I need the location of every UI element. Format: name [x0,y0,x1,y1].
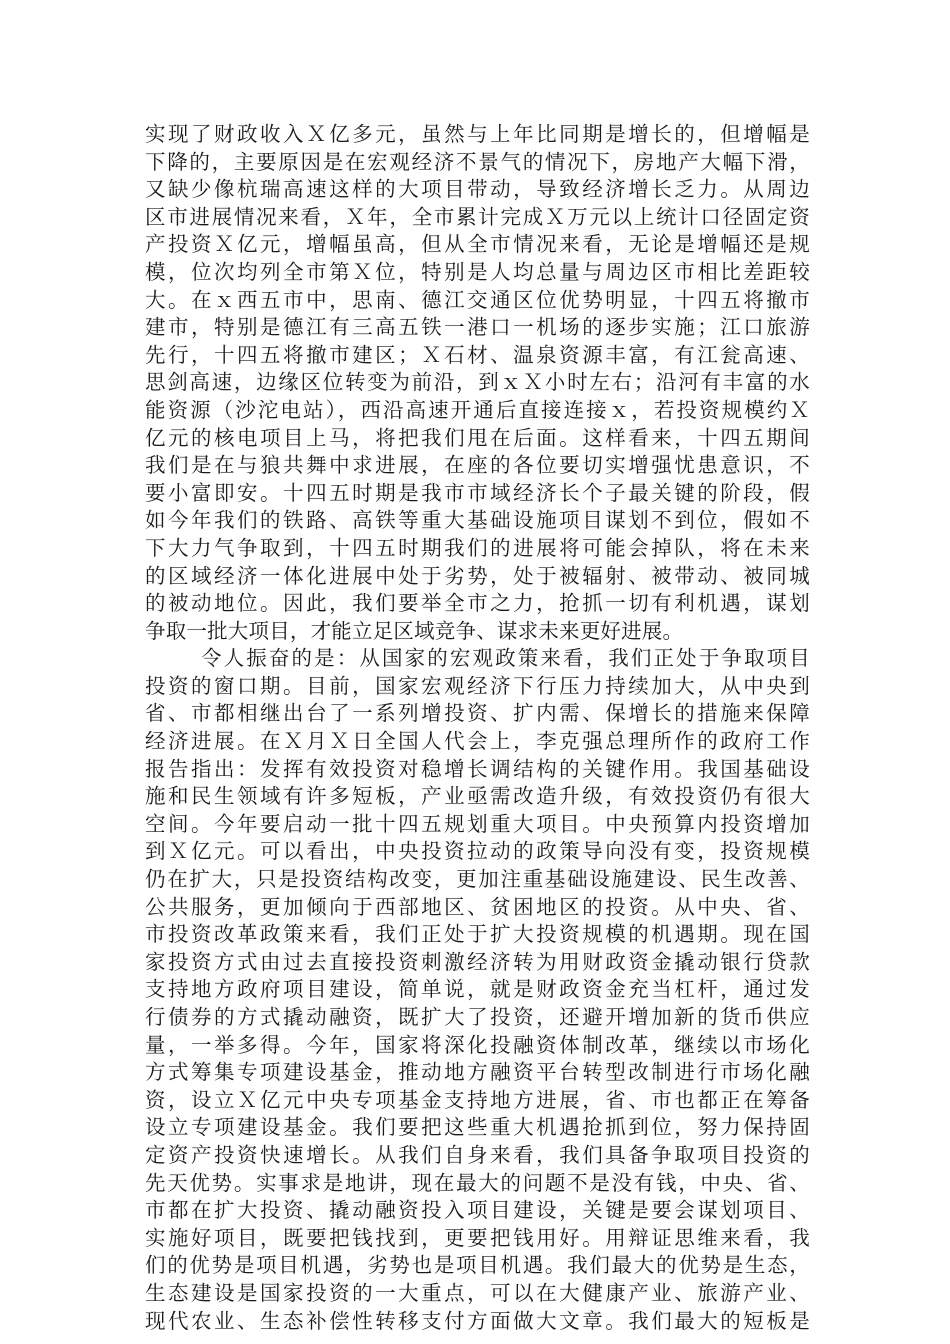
text-line: 生态建设是国家投资的一大重点，可以在大健康产业、旅游产业、 [145,1280,810,1305]
text-line: 报告指出：发挥有效投资对稳增长调结构的关键作用。我国基础设 [145,756,810,781]
document-body [145,121,810,1335]
text-line: 方式筹集专项建设基金，推动地方融资平台转型改制进行市场化融 [145,1060,810,1085]
text-line: 区市进展情况来看，Ｘ年，全市累计完成Ｘ万元以上统计口径固定资 [145,204,810,229]
paragraph [145,121,810,645]
text-line: 仍在扩大，只是投资结构改变，更加注重基础设施建设、民生改善、 [145,867,810,892]
text-line: 令人振奋的是：从国家的宏观政策来看，我们正处于争取项目 [201,646,810,671]
text-line: 市投资改革政策来看，我们正处于扩大投资规模的机遇期。现在国 [145,922,810,947]
text-line: 要小富即安。十四五时期是我市市域经济长个子最关键的阶段，假 [145,480,810,505]
text-line: 们的优势是项目机遇，劣势也是项目机遇。我们最大的优势是生态， [145,1253,810,1278]
text-line: 先天优势。实事求是地讲，现在最大的问题不是没有钱，中央、省、 [145,1170,810,1195]
text-line: 定资产投资快速增长。从我们自身来看，我们具备争取项目投资的 [145,1142,810,1167]
text-line: 空间。今年要启动一批十四五规划重大项目。中央预算内投资增加 [145,811,810,836]
text-line: 实现了财政收入Ｘ亿多元，虽然与上年比同期是增长的，但增幅是 [145,122,810,146]
text-line: 下降的，主要原因是在宏观经济不景气的情况下，房地产大幅下滑， [145,149,810,174]
text-line: 施和民生领域有许多短板，产业亟需改造升级，有效投资仍有很大 [145,784,810,809]
text-line: 现代农业、生态补偿性转移支付方面做大文章。我们最大的短板是 [145,1308,810,1333]
text-line: 产投资Ｘ亿元，增幅虽高，但从全市情况来看，无论是增幅还是规 [145,232,810,257]
text-line: 思剑高速，边缘区位转变为前沿，到ｘＸ小时左右；沿河有丰富的水 [145,370,810,395]
text-line: 支持地方政府项目建设，简单说，就是财政资金充当杠杆，通过发 [145,977,810,1002]
text-line: 能资源（沙沱电站），西沿高速开通后直接连接ｘ，若投资规模约Ｘ [145,397,810,422]
text-line: 亿元的核电项目上马，将把我们甩在后面。这样看来，十四五期间 [145,425,810,450]
text-line: 行债券的方式撬动融资，既扩大了投资，还避开增加新的货币供应 [145,1005,810,1029]
text-line: 到Ｘ亿元。可以看出，中央投资拉动的政策导向没有变，投资规模 [145,839,810,864]
text-line: 的被动地位。因此，我们要举全市之力，抢抓一切有利机遇，谋划 [145,591,810,616]
text-line: 实施好项目，既要把钱找到，更要把钱用好。用辩证思维来看，我 [145,1225,810,1250]
text-line: 公共服务，更加倾向于西部地区、贫困地区的投资。从中央、省、 [145,894,810,919]
text-line: 家投资方式由过去直接投资刺激经济转为用财政资金撬动银行贷款 [145,949,810,974]
text-line: 设立专项建设基金。我们要把这些重大机遇抢抓到位，努力保持固 [145,1115,810,1140]
text-line: 先行，十四五将撤市建区；Ｘ石材、温泉资源丰富，有江瓮高速、 [145,342,810,367]
text-line: 省、市都相继出台了一系列增投资、扩内需、保增长的措施来保障 [145,701,810,726]
paragraph [145,645,810,1335]
text-line: 经济进展。在Ｘ月Ｘ日全国人代会上，李克强总理所作的政府工作 [145,729,810,754]
text-line: 投资的窗口期。目前，国家宏观经济下行压力持续加大，从中央到 [145,673,810,698]
text-line: 下大力气争取到，十四五时期我们的进展将可能会掉队，将在未来 [145,535,810,560]
text-line: 的区域经济一体化进展中处于劣势，处于被辐射、被带动、被同城 [145,563,810,588]
text-line: 量，一举多得。今年，国家将深化投融资体制改革，继续以市场化 [145,1032,810,1057]
text-line: 建市，特别是德江有三高五铁一港口一机场的逐步实施；江口旅游 [145,315,810,340]
text-line: 模，位次均列全市第Ｘ位，特别是人均总量与周边区市相比差距较 [145,259,810,284]
text-line: 大。在ｘ西五市中，思南、德江交通区位优势明显，十四五将撤市 [145,287,810,312]
text-line: 资，设立Ｘ亿元中央专项基金支持地方进展，省、市也都正在筹备 [145,1087,810,1112]
text-line: 争取一批大项目，才能立足区域竞争、谋求未来更好进展。 [145,618,684,643]
text-line: 如今年我们的铁路、高铁等重大基础设施项目谋划不到位，假如不 [145,508,810,533]
text-line: 市都在扩大投资、撬动融资投入项目建设，关键是要会谋划项目、 [145,1198,810,1223]
text-line: 又缺少像杭瑞高速这样的大项目带动，导致经济增长乏力。从周边 [145,177,810,202]
text-line: 我们是在与狼共舞中求进展，在座的各位要切实增强忧患意识，不 [145,453,810,478]
